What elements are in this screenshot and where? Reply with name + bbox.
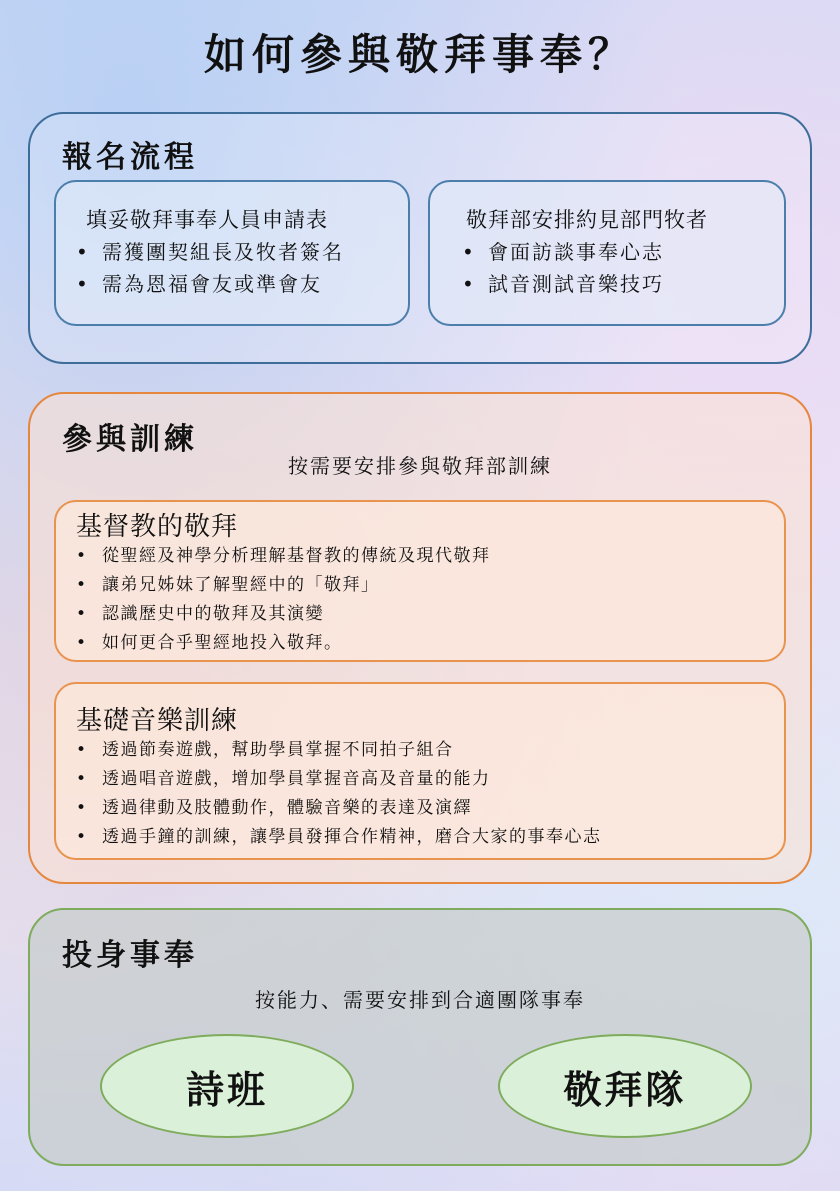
list-item: • 需為恩福會友或準會友 bbox=[76, 268, 344, 300]
list-item: • 透過節奏遊戲，幫助學員掌握不同拍子組合 bbox=[76, 736, 602, 765]
team-choir-badge: 詩班 bbox=[100, 1034, 354, 1138]
list-item: • 讓弟兄姊妹了解聖經中的「敬拜」 bbox=[76, 571, 491, 600]
list-item: • 從聖經及神學分析理解基督教的傳統及現代敬拜 bbox=[76, 542, 491, 571]
training-intro: 按需要安排參與敬拜部訓練 bbox=[288, 454, 552, 478]
team-worship-badge: 敬拜隊 bbox=[498, 1034, 752, 1138]
course-basic-music-title: 基礎音樂訓練 bbox=[76, 706, 239, 736]
course-christian-worship-title: 基督教的敬拜 bbox=[76, 512, 239, 542]
step-application-title: 填妥敬拜事奉人員申請表 bbox=[86, 208, 328, 232]
service-intro: 按能力、需要安排到合適團隊事奉 bbox=[255, 988, 585, 1012]
training-heading: 參與訓練 bbox=[62, 422, 198, 457]
course-basic-music-list bbox=[76, 736, 602, 852]
list-item: • 認識歷史中的敬拜及其演變 bbox=[76, 600, 491, 629]
step-application-list bbox=[76, 236, 344, 300]
page-title: 如何參與敬拜事奉？ bbox=[203, 30, 636, 79]
list-item: • 試音測試音樂技巧 bbox=[462, 268, 664, 300]
list-item: • 需獲團契組長及牧者簽名 bbox=[76, 236, 344, 268]
list-item: • 透過律動及肢體動作，體驗音樂的表達及演繹 bbox=[76, 794, 602, 823]
service-heading: 投身事奉 bbox=[62, 938, 198, 973]
step-interview-title: 敬拜部安排約見部門牧者 bbox=[466, 208, 708, 232]
registration-heading: 報名流程 bbox=[62, 140, 198, 175]
list-item: • 會面訪談事奉心志 bbox=[462, 236, 664, 268]
course-christian-worship-list bbox=[76, 542, 491, 658]
list-item: • 透過唱音遊戲，增加學員掌握音高及音量的能力 bbox=[76, 765, 602, 794]
list-item: • 如何更合乎聖經地投入敬拜。 bbox=[76, 629, 491, 658]
list-item: • 透過手鐘的訓練，讓學員發揮合作精神，磨合大家的事奉心志 bbox=[76, 823, 602, 852]
step-interview-list bbox=[462, 236, 664, 300]
